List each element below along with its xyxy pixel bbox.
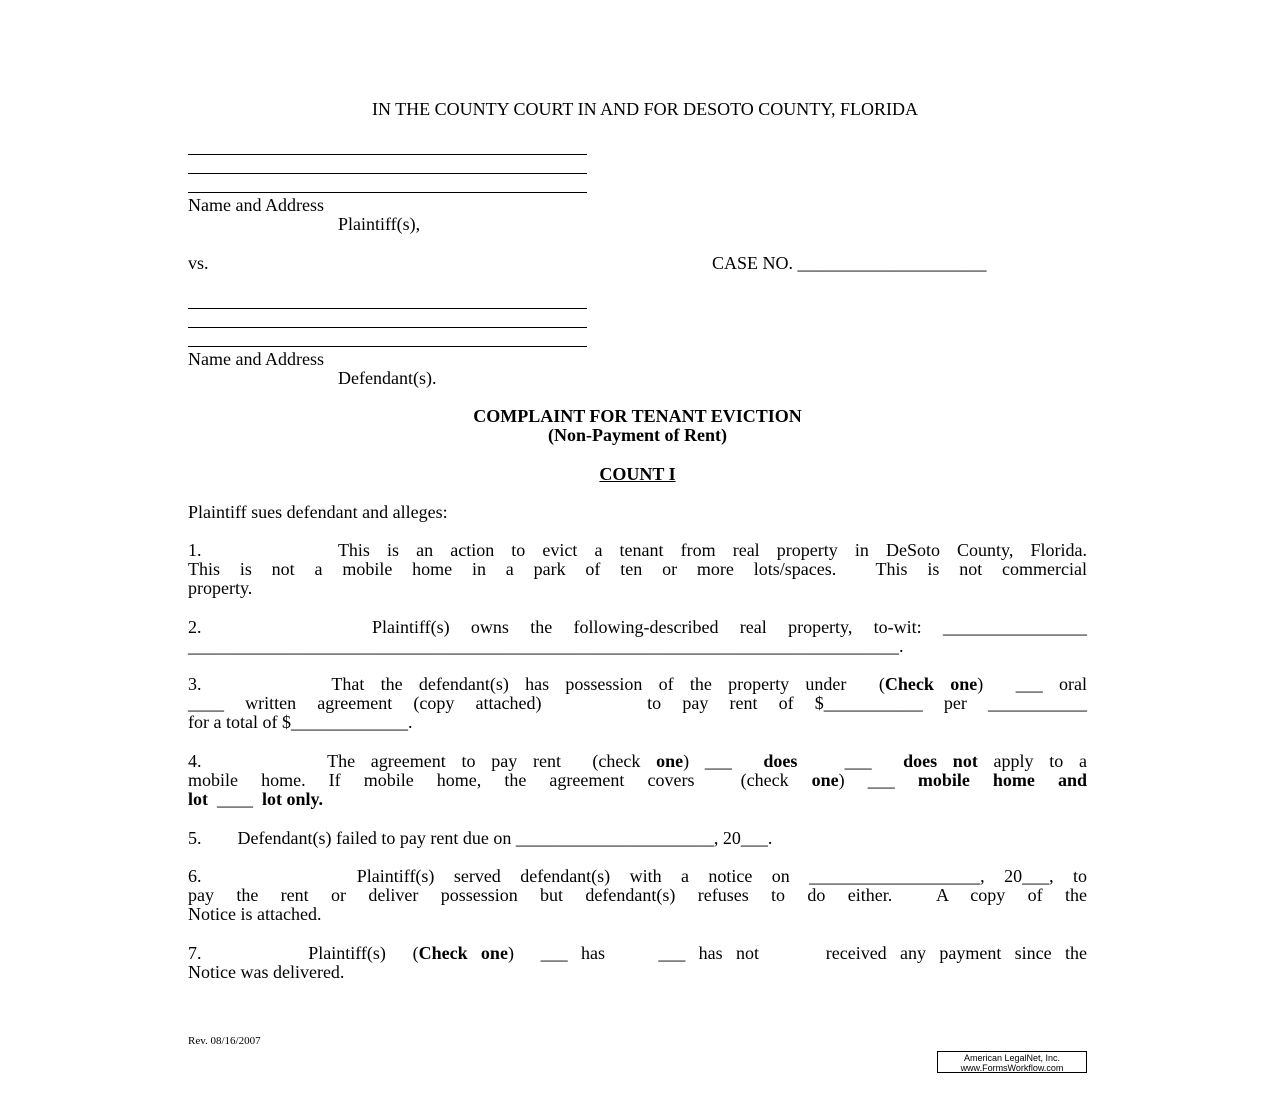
intro-text: Plaintiff sues defendant and alleges: bbox=[188, 502, 448, 522]
paragraph-6: 6. Plaintiff(s) served defendant(s) with a notice on ___________________, 20___, to pay the rent or deliver possession but defendant(s) refuses to do either. A copy of the Notice is attached. bbox=[188, 866, 1087, 924]
paragraph-number: 5. bbox=[188, 828, 202, 848]
paragraph-1: 1. This is an action to evict a tenant from real property in DeSoto County, Florida. This is not a mobile home in a park of ten or more lots/spaces. This is not commercial property. bbox=[188, 540, 1087, 598]
publisher-name: American LegalNet, Inc. bbox=[963, 1053, 1061, 1063]
paragraph-4: 4. The agreement to pay rent (check one) ___ does ___ does not apply to a mobile home. If mobile home, the agreement covers (check one) ___ mobile home and lot ____ lot only. bbox=[188, 751, 1088, 809]
plaintiff-blank-line bbox=[188, 192, 587, 193]
case-number: CASE NO. _____________________ bbox=[712, 253, 987, 273]
paragraph-number: 2. bbox=[188, 617, 202, 637]
paragraph-number: 7. bbox=[188, 943, 202, 963]
defendant-blank-line bbox=[188, 327, 587, 328]
revision-date: Rev. 08/16/2007 bbox=[188, 1035, 261, 1047]
vs-label: vs. bbox=[188, 253, 209, 273]
defendant-role: Defendant(s). bbox=[338, 368, 437, 388]
paragraph-5: 5. Defendant(s) failed to pay rent due on ______________________, 20___. bbox=[188, 828, 773, 848]
count-heading: COUNT I bbox=[599, 464, 676, 484]
paragraph-number: 4. bbox=[188, 751, 202, 771]
paragraph-number: 1. bbox=[188, 540, 202, 560]
paragraph-7: 7. Plaintiff(s) (Check one) ___ has ___ has not received any payment since the Notice was delivered. bbox=[188, 943, 1087, 982]
publisher-stamp bbox=[937, 1051, 1087, 1073]
document-subtitle: (Non-Payment of Rent) bbox=[548, 425, 727, 445]
court-heading: IN THE COUNTY COURT IN AND FOR DESOTO COUNTY, FLORIDA bbox=[372, 99, 918, 119]
paragraph-number: 6. bbox=[188, 866, 202, 886]
plaintiff-blank-line bbox=[188, 154, 587, 155]
defendant-blank-line bbox=[188, 346, 587, 347]
publisher-url: www.FormsWorkflow.com bbox=[960, 1063, 1064, 1073]
document-title: COMPLAINT FOR TENANT EVICTION bbox=[473, 406, 802, 426]
paragraph-2: 2. Plaintiff(s) owns the following-described real property, to-wit: ________________ _______________________________________________________________________________. bbox=[188, 617, 1087, 656]
plaintiff-name-label: Name and Address bbox=[188, 195, 324, 215]
defendant-blank-line bbox=[188, 308, 587, 309]
plaintiff-role: Plaintiff(s), bbox=[338, 214, 421, 234]
defendant-name-label: Name and Address bbox=[188, 349, 324, 369]
paragraph-number: 3. bbox=[188, 674, 202, 694]
paragraph-3: 3. That the defendant(s) has possession of the property under (Check one) ___ oral ____ written agreement (copy attached) to pay rent of $___________ per ___________ for a total of $_____________. bbox=[188, 674, 1087, 732]
plaintiff-blank-line bbox=[188, 173, 587, 174]
